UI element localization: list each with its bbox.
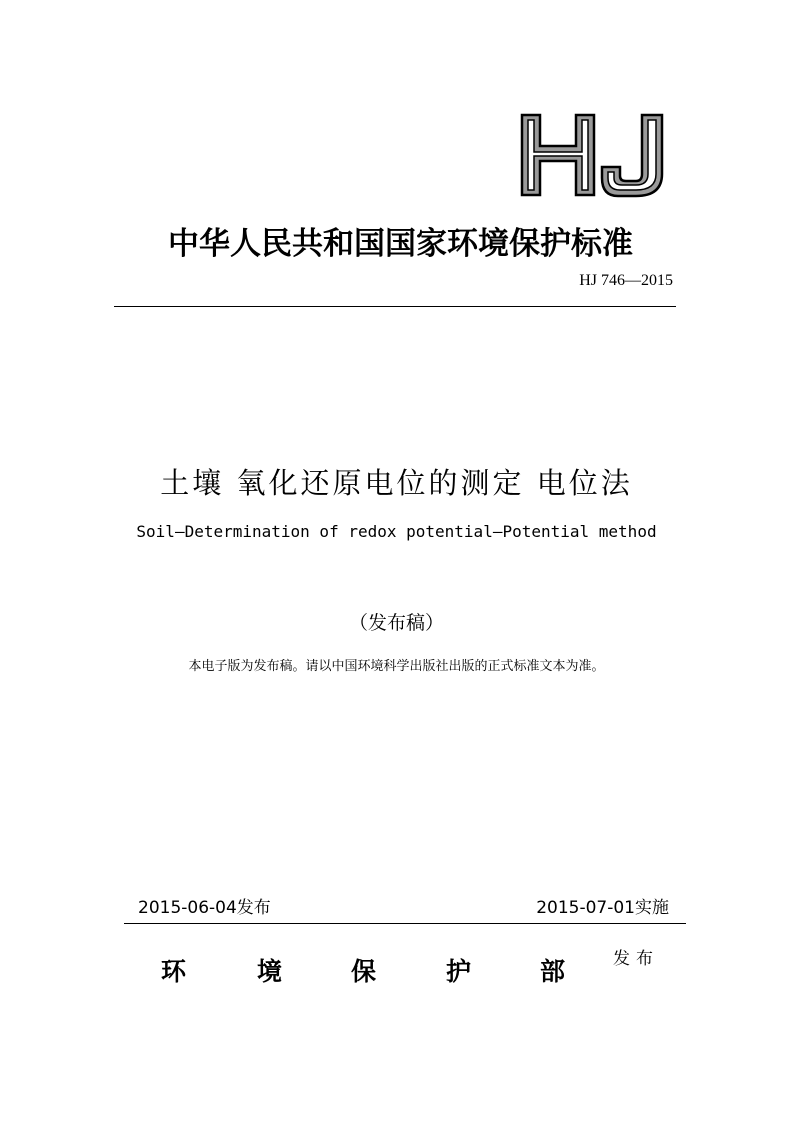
ministry-char: 环 — [161, 957, 187, 986]
ministry-char: 护 — [446, 957, 472, 986]
organization-title: 中华人民共和国国家环境保护标准 — [168, 226, 633, 262]
ministry-char: 保 — [351, 957, 377, 986]
standard-number: HJ 746—2015 — [579, 272, 673, 289]
hj-logo-text: HJ — [518, 112, 520, 113]
ministry-char: 部 — [540, 957, 566, 986]
header-divider — [114, 306, 676, 307]
issue-date: 2015-06-04发布 — [138, 898, 271, 918]
footer-divider — [124, 923, 686, 924]
draft-label: （发布稿） — [348, 612, 444, 634]
hj-logo — [518, 112, 668, 198]
ministry-char: 境 — [257, 957, 283, 986]
hj-logo-graphic — [518, 112, 668, 198]
publish-label: 发布 — [613, 949, 659, 969]
electronic-version-notice: 本电子版为发布稿。请以中国环境科学出版社出版的正式标准文本为准。 — [188, 659, 605, 674]
implementation-date: 2015-07-01实施 — [536, 898, 669, 918]
standard-title-en: Soil—Determination of redox potential—Potential method — [136, 522, 657, 541]
standard-title-zh: 土壤 氧化还原电位的测定 电位法 — [160, 466, 633, 500]
